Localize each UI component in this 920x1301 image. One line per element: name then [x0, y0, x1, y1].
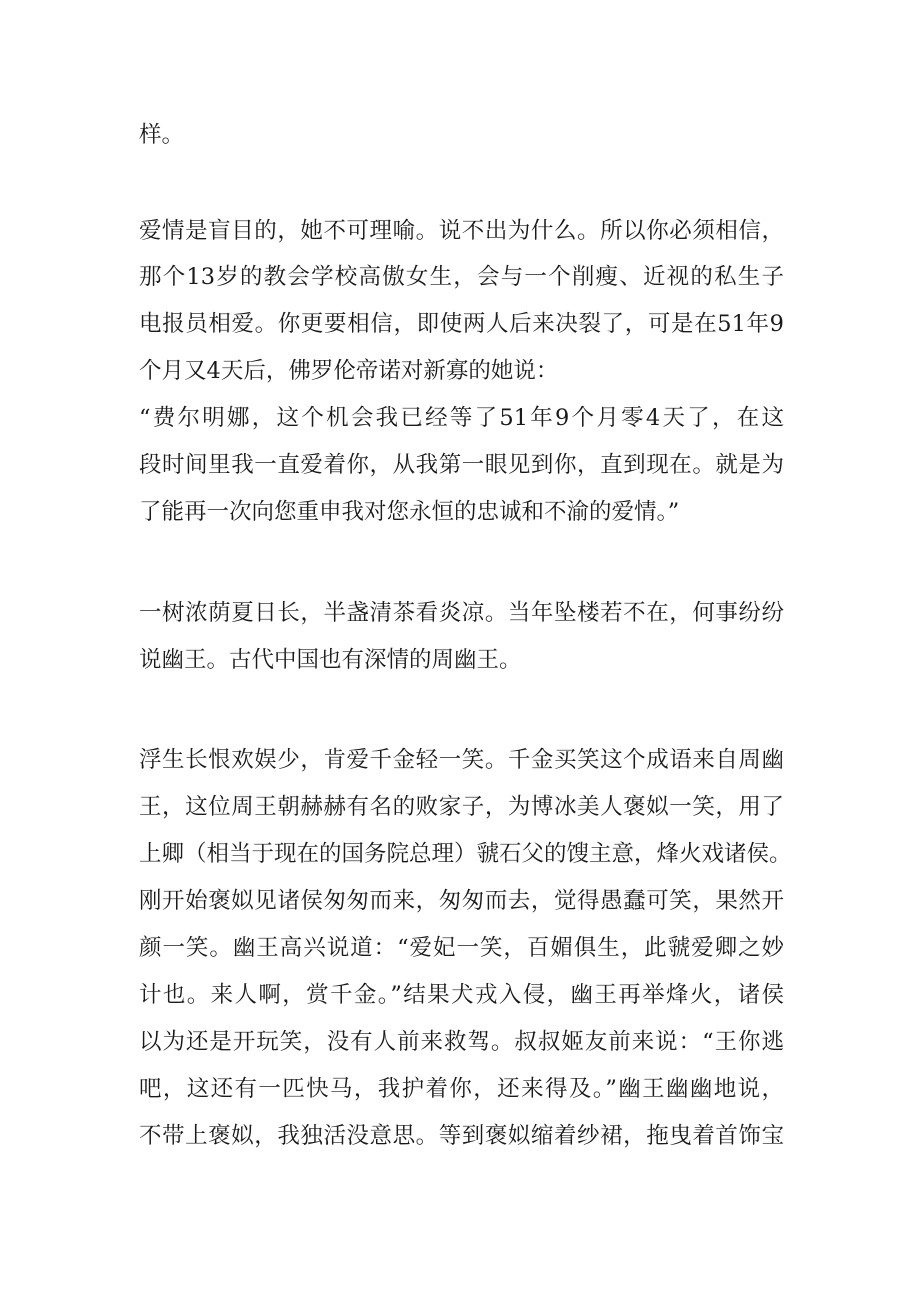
text-line: 那个13岁的教会学校高傲女生，会与一个削瘦、近视的私生子	[139, 264, 784, 290]
text-line: 王，这位周王朝赫赫有名的败家子，为博冰美人褒姒一笑，用了	[139, 794, 784, 820]
text-line: 说幽王。古代中国也有深情的周幽王。	[139, 647, 522, 673]
text-line: 浮生长恨欢娱少，肯爱千金轻一笑。千金买笑这个成语来自周幽	[139, 747, 784, 773]
text-line: 不带上褒姒，我独活没意思。等到褒姒缩着纱裙，拖曳着首饰宝	[139, 1123, 784, 1149]
text-line: 以为还是开玩笑，没有人前来救驾。叔叔姬友前来说：“王你逃	[139, 1029, 784, 1055]
text-line: 一树浓荫夏日长，半盏清茶看炎凉。当年坠楼若不在，何事纷纷	[139, 600, 784, 626]
text-line: “费尔明娜，这个机会我已经等了51年9个月零4天了，在这	[139, 405, 784, 431]
text-line: 段时间里我一直爱着你，从我第一眼见到你，直到现在。就是为	[139, 452, 784, 478]
text-line: 吧，这还有一匹快马，我护着你，还来得及。”幽王幽幽地说，	[139, 1076, 784, 1102]
text-line: 样。	[139, 122, 185, 148]
text-line: 爱情是盲目的，她不可理喻。说不出为什么。所以你必须相信，	[139, 218, 784, 244]
text-line: 电报员相爱。你更要相信，即使两人后来决裂了，可是在51年9	[139, 311, 784, 337]
text-line: 了能再一次向您重申我对您永恒的忠诚和不渝的爱情。”	[139, 499, 680, 525]
text-line: 上卿（相当于现在的国务院总理）虢石父的馊主意，烽火戏诸侯。	[139, 841, 792, 867]
text-line: 颜一笑。幽王高兴说道：“爱妃一笑，百媚俱生，此虢爱卿之妙	[139, 935, 784, 961]
text-line: 个月又4天后，佛罗伦帝诺对新寡的她说：	[139, 358, 559, 384]
text-line: 刚开始褒姒见诸侯匆匆而来，匆匆而去，觉得愚蠢可笑，果然开	[139, 888, 784, 914]
text-line: 计也。来人啊，赏千金。”结果犬戎入侵，幽王再举烽火，诸侯	[139, 982, 784, 1008]
